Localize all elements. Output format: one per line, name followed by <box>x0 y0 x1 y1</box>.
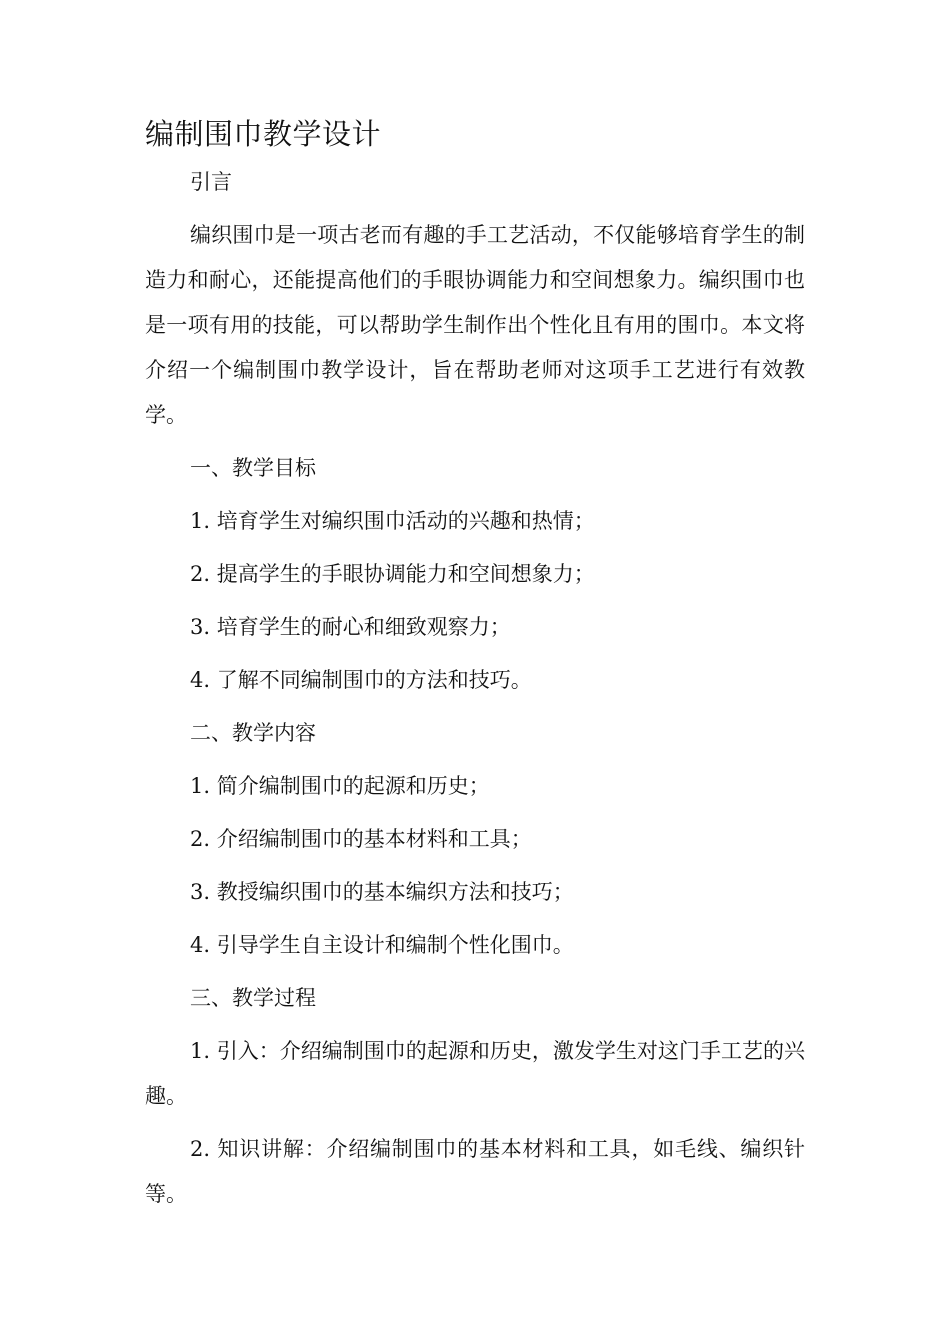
section-heading-goals: 一、教学目标 <box>190 456 316 480</box>
content-item: 3. 教授编织围巾的基本编织方法和技巧； <box>190 880 574 904</box>
document-title: 编制围巾教学设计 <box>145 117 382 151</box>
section-heading-content: 二、教学内容 <box>190 721 316 745</box>
process-item: 2. 知识讲解：介绍编制围巾的基本材料和工具，如毛线、编织针等。 <box>145 1137 805 1206</box>
content-item: 2. 介绍编制围巾的基本材料和工具； <box>190 827 532 851</box>
content-item: 1. 简介编制围巾的起源和历史； <box>190 774 490 798</box>
goal-item: 1. 培育学生对编织围巾活动的兴趣和热情； <box>190 509 595 533</box>
goal-item: 2. 提高学生的手眼协调能力和空间想象力； <box>190 562 595 586</box>
intro-heading: 引言 <box>190 170 232 194</box>
section-heading-process: 三、教学过程 <box>190 986 316 1010</box>
process-item: 1. 引入：介绍编制围巾的起源和历史，激发学生对这门手工艺的兴趣。 <box>145 1039 805 1108</box>
document-body <box>145 160 805 1225</box>
goal-item: 4. 了解不同编制围巾的方法和技巧。 <box>190 668 532 692</box>
goal-item: 3. 培育学生的耐心和细致观察力； <box>190 615 511 639</box>
intro-paragraph: 编织围巾是一项古老而有趣的手工艺活动，不仅能够培育学生的制造力和耐心，还能提高他们的手眼协调能力和空间想象力。编织围巾也是一项有用的技能，可以帮助学生制作出个性化且有用的围巾。本文将介绍一个编制围巾教学设计，旨在帮助老师对这项手工艺进行有效教学。 <box>145 223 805 427</box>
content-item: 4. 引导学生自主设计和编制个性化围巾。 <box>190 933 574 957</box>
